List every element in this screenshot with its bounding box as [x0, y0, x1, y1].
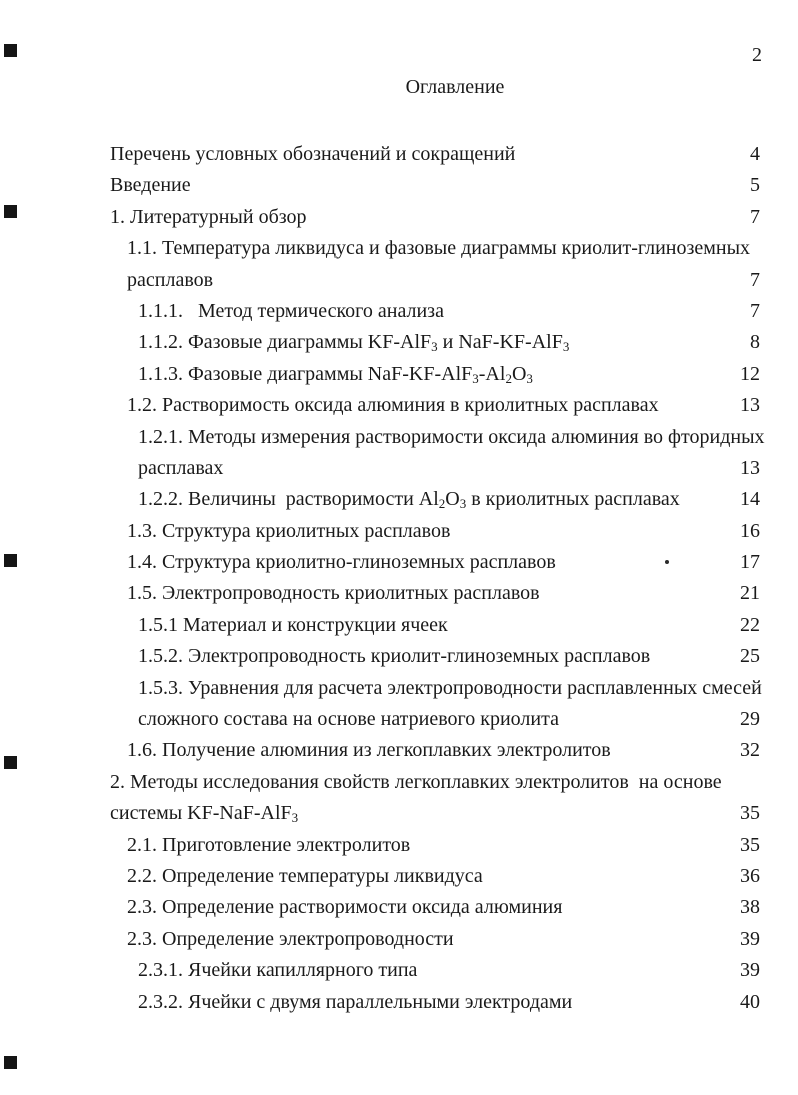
toc-page-number: 21 [740, 582, 760, 605]
toc-page-number: 12 [740, 362, 760, 385]
scan-edge-mark [4, 554, 17, 567]
toc-page-number: 8 [750, 331, 760, 354]
toc-line [110, 987, 760, 1018]
toc-page-number: 5 [750, 174, 760, 197]
toc-line-text: 1. Литературный обзор [110, 205, 307, 228]
toc-line-text: расплавов [127, 268, 214, 291]
toc-line-text: 1.5.1 Материал и конструкции ячеек [138, 613, 448, 636]
toc-line [110, 924, 760, 955]
toc-line-text: 2.3. Определение растворимости оксида алюминия [127, 896, 563, 919]
toc-line [110, 892, 760, 923]
toc-line-text: Перечень условных обозначений и сокращений [110, 143, 516, 165]
scan-edge-mark [4, 205, 17, 218]
toc-line [110, 139, 760, 170]
scan-speck [665, 560, 669, 564]
toc-page-number: 39 [740, 959, 760, 982]
toc-line-text: 1.3. Структура криолитных расплавов [127, 519, 451, 542]
toc-line [110, 296, 760, 327]
toc-line [110, 547, 760, 578]
toc-line-text: 1.2. Растворимость оксида алюминия в криолитных расплавах [127, 394, 659, 417]
scan-edge-mark [4, 756, 17, 769]
toc-line-text: расплавах [138, 456, 224, 479]
toc-line-text: 1.1.1. Метод термического анализа [138, 299, 444, 322]
toc-line [110, 265, 760, 296]
toc-line [110, 327, 760, 358]
toc-line-text: 1.4. Структура криолитно-глиноземных расплавов [127, 551, 556, 574]
toc-line [110, 170, 760, 201]
toc-page-number: 36 [740, 864, 760, 887]
toc-page-number: 4 [750, 143, 760, 165]
toc-page-number: 7 [750, 299, 760, 322]
toc-line-text: 1.2.1. Методы измерения растворимости оксида алюминия во фторидных [138, 425, 765, 448]
scan-edge-mark [4, 1056, 17, 1069]
toc-page-number: 13 [740, 456, 760, 479]
toc-line-text: 1.1. Температура ликвидуса и фазовые диаграммы криолит-глиноземных [127, 237, 751, 260]
toc-line-text: 1.1.2. Фазовые диаграммы KF-AlF$_3$ и NaF-KF-AlF$_3$ [138, 331, 570, 355]
page-title: Оглавление [405, 76, 505, 98]
toc-line [110, 767, 760, 798]
toc-page-number: 35 [740, 802, 760, 825]
toc-page-number: 25 [740, 645, 760, 668]
toc-page-number: 29 [740, 708, 760, 731]
toc-line [110, 202, 760, 233]
toc-line [110, 359, 760, 390]
toc-line-text: 1.5.2. Электропроводность криолит-глиноземных расплавов [138, 645, 651, 668]
toc-line [110, 422, 765, 453]
toc-line [110, 830, 760, 861]
toc-line [110, 516, 760, 547]
toc-page-number: 22 [740, 613, 760, 636]
toc-page-number: 14 [740, 488, 760, 511]
toc-line [110, 641, 760, 672]
toc-line [110, 390, 760, 421]
toc-page-number: 39 [740, 927, 760, 950]
toc-page-number: 16 [740, 519, 760, 542]
toc-line [110, 704, 760, 735]
toc-line [110, 610, 760, 641]
toc-line-text: 1.5. Электропроводность криолитных расплавов [127, 582, 540, 605]
toc-page-number: 35 [740, 833, 760, 856]
toc-line-text: системы KF-NaF-AlF$_3$ [110, 802, 299, 826]
toc-page-number: 13 [740, 394, 760, 417]
toc-page-number: 38 [740, 896, 760, 919]
toc-page-number: 7 [750, 268, 760, 291]
toc-line-text: 1.2.2. Величины растворимости $Al_2O_3$ в криолитных расплавах [138, 488, 680, 512]
toc-list [110, 139, 765, 1018]
toc-line [110, 673, 760, 704]
toc-line [110, 578, 760, 609]
toc-line [110, 484, 760, 515]
toc-line-text: 2.1. Приготовление электролитов [127, 833, 411, 856]
toc-line-text: 1.6. Получение алюминия из легкоплавких электролитов [127, 739, 611, 762]
toc-line [110, 955, 760, 986]
page-number: 2 [752, 44, 762, 66]
toc-line [110, 735, 760, 766]
toc-line-text: Введение [110, 174, 191, 197]
toc-line-text: 2.3.1. Ячейки капиллярного типа [138, 959, 418, 982]
toc-line [110, 453, 760, 484]
toc-page-number: 40 [740, 990, 760, 1013]
toc-line-text: 2. Методы исследования свойств легкоплавких электролитов на основе [110, 770, 722, 793]
toc-page-number: 7 [750, 205, 760, 228]
toc-line-text: 2.2. Определение температуры ликвидуса [127, 864, 483, 887]
toc-line-text: 2.3. Определение электропроводности [127, 927, 454, 950]
toc-page-number: 17 [740, 551, 760, 574]
toc-line-text: 1.1.3. Фазовые диаграммы NaF-$KF-AlF_3-Al_2O_3$ [138, 362, 533, 386]
toc-line-text: 2.3.2. Ячейки с двумя параллельными электродами [138, 990, 573, 1013]
toc-line-text: сложного состава на основе натриевого криолита [138, 708, 559, 731]
toc-line [110, 861, 760, 892]
scan-edge-mark [4, 44, 17, 57]
toc-line-text: 1.5.3. Уравнения для расчета электропроводности расплавленных смесей [138, 676, 762, 699]
toc-page-number: 32 [740, 739, 760, 762]
toc-line [110, 798, 760, 829]
toc-line [110, 233, 760, 264]
